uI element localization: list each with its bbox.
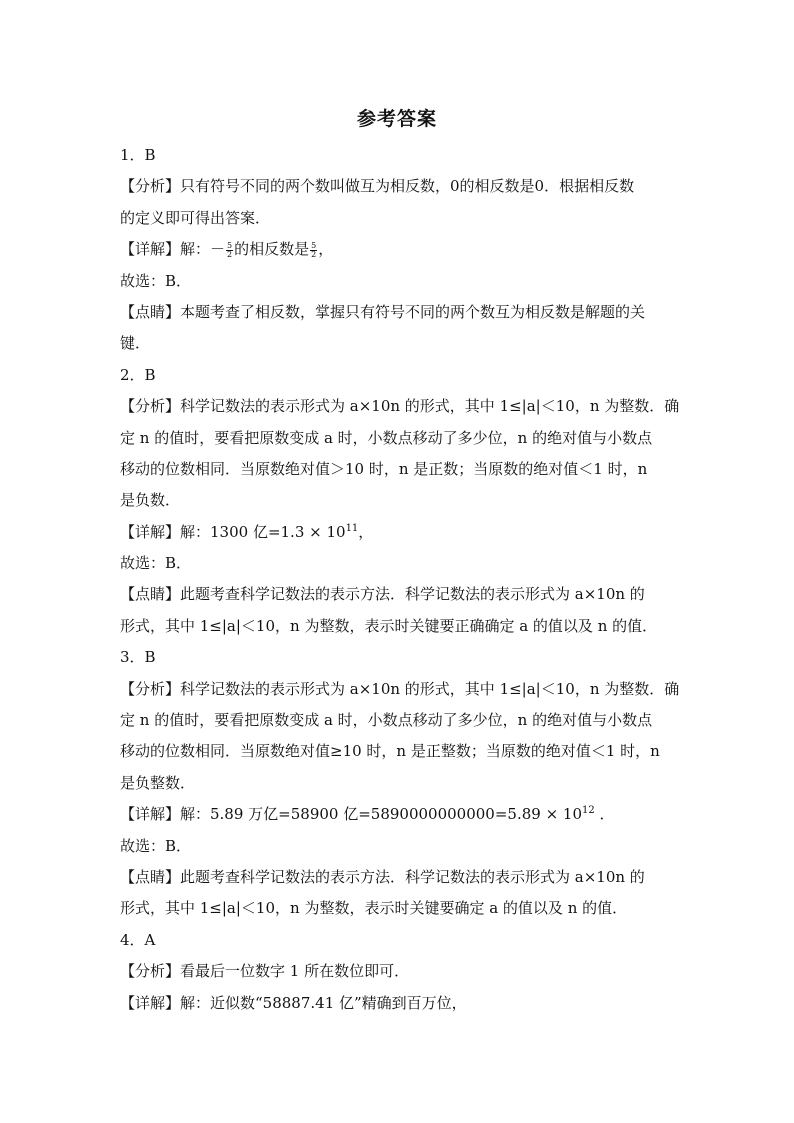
q3-choice: 故选：B． — [120, 836, 192, 855]
q2-detail-exponent: 11 — [345, 522, 359, 534]
q3-number: 3．B — [120, 648, 156, 667]
q1-comment-line-1: 【点睛】本题考查了相反数，掌握只有符号不同的两个数互为相反数是解题的关 — [120, 302, 646, 321]
q4-number: 4．A — [120, 930, 156, 949]
q2-comment-line-1: 【点睛】此题考查科学记数法的表示方法．科学记数法的表示形式为 a×10n 的 — [120, 585, 645, 604]
q3-analysis-line-1: 【分析】科学记数法的表示形式为 a×10n 的形式，其中 1≤|a|＜10，n 为整数．确 — [120, 679, 680, 698]
q2-analysis-line-3: 移动的位数相同．当原数绝对值＞10 时，n 是正数；当原数的绝对值＜1 时，n — [120, 459, 648, 478]
q3-analysis-line-4: 是负整数． — [120, 773, 196, 792]
q1-analysis-line-2: 的定义即可得出答案． — [120, 208, 271, 227]
q2-analysis-line-2: 定 n 的值时，要看把原数变成 a 时，小数点移动了多少位，n 的绝对值与小数点 — [120, 428, 653, 447]
q2-analysis-line-4: 是负数． — [120, 491, 181, 510]
q1-detail-suffix: ， — [318, 240, 334, 259]
q3-comment-line-1: 【点睛】此题考查科学记数法的表示方法．科学记数法的表示形式为 a×10n 的 — [120, 867, 645, 886]
q1-fraction-2 — [310, 242, 317, 259]
q1-analysis-line-1: 【分析】只有符号不同的两个数叫做互为相反数，0的相反数是0．根据相反数 — [120, 177, 635, 196]
q2-detail-prefix: 【详解】解：1300 亿=1.3 × 10 — [120, 522, 346, 541]
q2-detail — [120, 517, 690, 548]
q3-detail-suffix: ． — [594, 805, 615, 824]
q4-analysis-line-1: 【分析】看最后一位数字 1 所在数位即可． — [120, 962, 410, 981]
q2-detail-suffix: ， — [358, 522, 374, 541]
q1-fraction-1-numerator: 5 — [227, 240, 233, 250]
q1-detail-mid: 的相反数是 — [234, 240, 310, 259]
q3-analysis-line-2: 定 n 的值时，要看把原数变成 a 时，小数点移动了多少位，n 的绝对值与小数点 — [120, 711, 653, 730]
q3-detail-prefix: 【详解】解：5.89 万亿=58900 亿=5890000000000=5.89 × 10 — [120, 805, 583, 824]
q1-fraction-2-numerator: 5 — [311, 240, 317, 250]
q3-detail-exponent: 12 — [582, 805, 595, 817]
q2-choice: 故选：B． — [120, 554, 192, 573]
q2-comment-line-2: 形式，其中 1≤|a|＜10，n 为整数，表示时关键要正确确定 a 的值以及 n 的值． — [120, 616, 658, 635]
q1-number: 1．B — [120, 146, 156, 164]
q1-choice: 故选：B． — [120, 271, 192, 290]
page-title: 参考答案 — [356, 108, 437, 130]
answer-content — [120, 140, 690, 1019]
q3-comment-line-2: 形式，其中 1≤|a|＜10，n 为整数，表示时关键要确定 a 的值以及 n 的值． — [120, 899, 628, 918]
q1-fraction-1-denominator: 2 — [227, 249, 233, 259]
q1-detail — [120, 234, 690, 265]
q1-fraction-1 — [226, 242, 233, 259]
q2-number: 2．B — [120, 365, 156, 384]
q3-analysis-line-3: 移动的位数相同．当原数绝对值≥10 时，n 是正整数；当原数的绝对值＜1 时，n — [120, 742, 660, 761]
q1-comment-line-2: 键． — [120, 334, 151, 353]
q2-analysis-line-1: 【分析】科学记数法的表示形式为 a×10n 的形式，其中 1≤|a|＜10，n 为整数．确 — [120, 397, 680, 416]
q4-detail-line-1: 【详解】解：近似数“58887.41 亿”精确到百万位， — [120, 993, 467, 1012]
q3-detail — [120, 799, 690, 830]
q1-fraction-2-denominator: 2 — [311, 249, 317, 259]
q1-detail-prefix: 【详解】解：－ — [120, 240, 226, 259]
